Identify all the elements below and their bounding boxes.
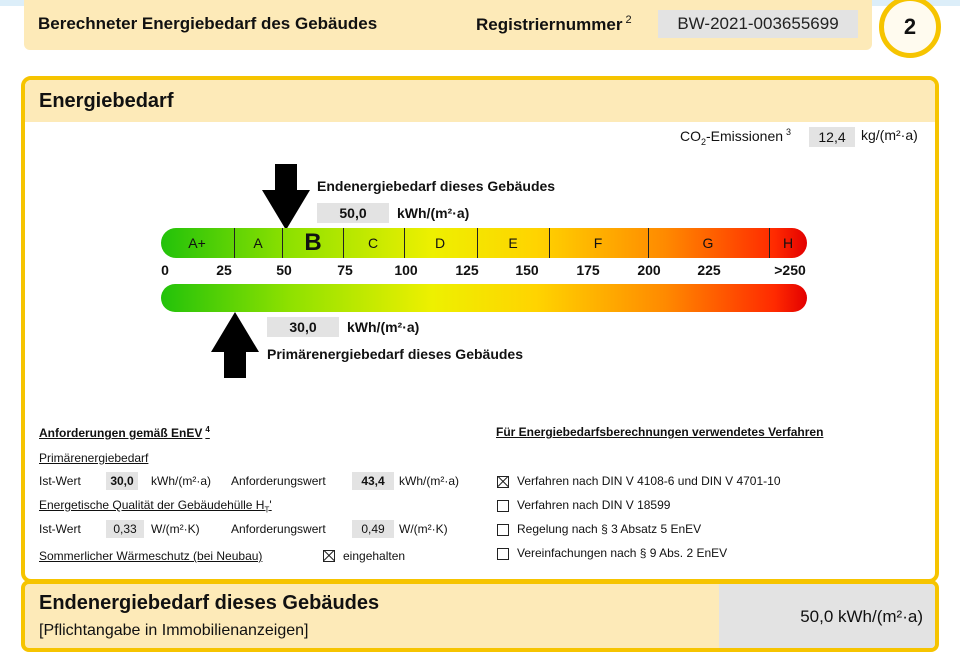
- co2-footnote: 3: [786, 127, 792, 137]
- scale-tick: 225: [697, 262, 721, 278]
- primary-energy-arrow-icon: [211, 312, 259, 378]
- primary-required-unit: kWh/(m²·a): [399, 474, 459, 488]
- envelope-actual-unit: W/(m²·K): [151, 522, 200, 536]
- scale-tick: 200: [637, 262, 661, 278]
- summary-value: 50,0 kWh/(m²·a): [800, 607, 923, 626]
- scale-tick: 75: [337, 262, 353, 278]
- primary-requirement-heading: Primärenergiebedarf: [39, 451, 149, 465]
- class-divider: [234, 228, 235, 258]
- procedure-option-label: Vereinfachungen nach § 9 Abs. 2 EnEV: [517, 546, 728, 560]
- co2-label-post: -Emissionen: [706, 128, 784, 144]
- registration-number: BW-2021-003655699: [658, 10, 858, 38]
- end-energy-label: Endenergiebedarf dieses Gebäudes: [317, 178, 556, 194]
- registration-label-text: Registriernummer: [476, 15, 623, 34]
- scale-tick: 100: [394, 262, 418, 278]
- requirements-title: [39, 425, 210, 440]
- class-divider: [477, 228, 478, 258]
- scale-tick: 125: [455, 262, 479, 278]
- procedure-option-label: Regelung nach § 3 Absatz 5 EnEV: [517, 522, 702, 536]
- document-header: [24, 0, 872, 50]
- primary-energy-gradient: [161, 284, 807, 312]
- class-label-a-plus: A+: [188, 235, 206, 251]
- class-divider: [549, 228, 550, 258]
- class-divider: [648, 228, 649, 258]
- envelope-actual-value: 0,33: [106, 520, 144, 538]
- end-energy-value: 50,0: [317, 203, 389, 223]
- scale-tick: 150: [515, 262, 539, 278]
- procedure-option-label: Verfahren nach DIN V 18599: [517, 498, 671, 512]
- header-title: Berechneter Energiebedarf des Gebäudes: [38, 14, 378, 33]
- summer-protection-heading: Sommerlicher Wärmeschutz (bei Neubau): [39, 549, 263, 563]
- summary-value-box: [719, 584, 935, 648]
- scale-tick: 0: [161, 262, 169, 278]
- class-label-d: D: [434, 235, 446, 251]
- procedure-option-checkbox[interactable]: [497, 524, 509, 536]
- scale-tick: 25: [216, 262, 232, 278]
- procedure-option-label: Verfahren nach DIN V 4108-6 und DIN V 4701-10: [517, 474, 781, 488]
- primary-energy-unit: kWh/(m²·a): [347, 319, 420, 335]
- procedure-option-checkbox[interactable]: [497, 548, 509, 560]
- energy-section-title: Energiebedarf: [39, 90, 174, 112]
- primary-actual-unit: kWh/(m²·a): [151, 474, 211, 488]
- primary-energy-label: Primärenergiebedarf dieses Gebäudes: [267, 346, 523, 362]
- summary-subtitle: [Pflichtangabe in Immobilienanzeigen]: [39, 622, 309, 639]
- scale-tick: 50: [276, 262, 292, 278]
- co2-label-pre: CO: [680, 128, 701, 144]
- envelope-actual-label: Ist-Wert: [39, 522, 81, 536]
- summary-title: Endenergiebedarf dieses Gebäudes: [39, 592, 380, 614]
- class-label-e: E: [508, 235, 518, 251]
- summer-protection-status: eingehalten: [343, 549, 406, 563]
- class-label-a: A: [253, 235, 263, 251]
- envelope-heading-sub: T: [264, 505, 270, 515]
- class-divider: [282, 228, 283, 258]
- registration-footnote: 2: [625, 14, 632, 26]
- envelope-heading-suffix: ': [269, 498, 272, 512]
- primary-required-label: Anforderungswert: [231, 474, 326, 488]
- envelope-required-label: Anforderungswert: [231, 522, 326, 536]
- summary-section: [21, 580, 939, 652]
- scale-tick: >250: [774, 262, 806, 278]
- summer-protection-checkbox[interactable]: [323, 550, 335, 562]
- page-number-badge: 2: [879, 0, 941, 58]
- energy-section: [21, 76, 939, 583]
- procedure-option-checkbox[interactable]: [497, 476, 509, 488]
- co2-label: [680, 127, 791, 147]
- envelope-heading-text: Energetische Qualität der Gebäudehülle H: [39, 498, 265, 512]
- class-label-g: G: [702, 235, 714, 251]
- class-label-h: H: [782, 235, 794, 251]
- primary-actual-label: Ist-Wert: [39, 474, 81, 488]
- class-divider: [343, 228, 344, 258]
- envelope-heading: [39, 498, 272, 514]
- primary-required-value: 43,4: [352, 472, 394, 490]
- class-label-f: F: [593, 235, 603, 251]
- class-divider: [769, 228, 770, 258]
- procedure-title: Für Energiebedarfsberechnungen verwendetes Verfahren: [496, 425, 824, 439]
- procedure-option-checkbox[interactable]: [497, 500, 509, 512]
- primary-energy-value: 30,0: [267, 317, 339, 337]
- requirements-title-text: Anforderungen gemäß EnEV: [39, 426, 203, 440]
- envelope-required-value: 0,49: [352, 520, 394, 538]
- energy-class-scale: [161, 228, 807, 258]
- class-divider: [404, 228, 405, 258]
- envelope-required-unit: W/(m²·K): [399, 522, 448, 536]
- co2-label-sub: 2: [701, 136, 707, 147]
- end-energy-arrow-icon: [262, 164, 310, 230]
- co2-value: 12,4: [809, 127, 855, 147]
- requirements-footnote: 4: [205, 425, 210, 434]
- energy-section-header: [25, 80, 935, 122]
- scale-tick: 175: [576, 262, 600, 278]
- primary-actual-value: 30,0: [106, 472, 138, 490]
- end-energy-unit: kWh/(m²·a): [397, 205, 470, 221]
- registration-label: [476, 14, 632, 35]
- class-label-b-current: B: [304, 229, 322, 256]
- co2-unit: kg/(m²·a): [861, 127, 918, 143]
- class-label-c: C: [367, 235, 379, 251]
